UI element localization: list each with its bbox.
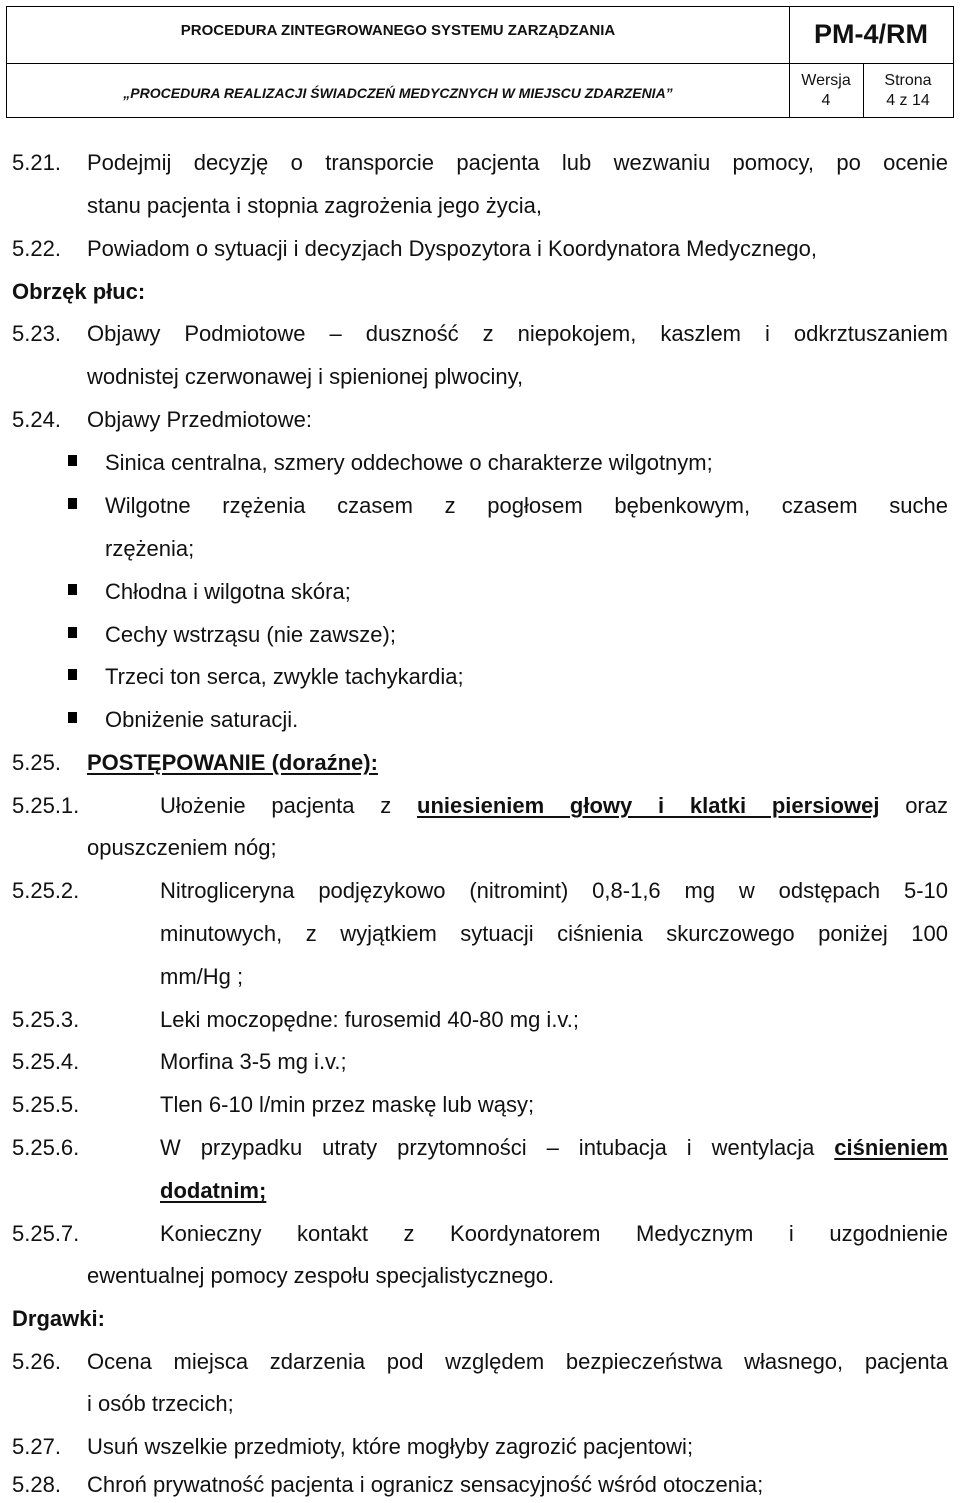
item-text: Nitrogliceryna podjęzykowo (nitromint) 0,8-1,6 mg w odstępach 5-10 xyxy=(160,878,948,903)
item-number: 5.24. xyxy=(12,407,61,432)
section-heading-postepowanie: POSTĘPOWANIE (doraźne): xyxy=(87,750,378,775)
emphasized-text: dodatnim; xyxy=(160,1178,267,1203)
item-text: Morfina 3-5 mg i.v.; xyxy=(160,1049,347,1074)
item-text: Usuń wszelkie przedmioty, które mogłyby zagrozić pacjentowi; xyxy=(87,1434,694,1459)
bullet-text: rzężenia; xyxy=(105,536,195,561)
item-text: Ocena miejsca zdarzenia pod względem bezpieczeństwa własnego, pacjenta xyxy=(87,1349,948,1374)
bullet-text: Trzeci ton serca, zwykle tachykardia; xyxy=(105,664,464,689)
bullet-square-icon xyxy=(68,498,77,509)
bullet-text: Cechy wstrząsu (nie zawsze); xyxy=(105,622,396,647)
item-text: minutowych, z wyjątkiem sytuacji ciśnienia skurczowego poniżej 100 xyxy=(160,921,948,946)
bullet-text: Sinica centralna, szmery oddechowe o charakterze wilgotnym; xyxy=(105,450,713,475)
item-text: i osób trzecich; xyxy=(87,1391,234,1416)
item-text: Podejmij decyzję o transporcie pacjenta lub wezwaniu pomocy, po ocenie xyxy=(87,150,948,175)
item-text: Tlen 6-10 l/min przez maskę lub wąsy; xyxy=(160,1092,535,1117)
item-number: 5.25.4. xyxy=(12,1049,80,1074)
item-text: opuszczeniem nóg; xyxy=(87,835,277,860)
bullet-text: Wilgotne rzężenia czasem z pogłosem bębenkowym, czasem suche xyxy=(105,493,948,518)
section-heading-drgawki: Drgawki: xyxy=(12,1306,105,1331)
item-number: 5.27. xyxy=(12,1434,61,1459)
section-heading-obrzek: Obrzęk płuc: xyxy=(12,279,146,304)
bullet-text: Chłodna i wilgotna skóra; xyxy=(105,579,351,604)
version-label: Wersja xyxy=(801,72,851,89)
page-cell xyxy=(863,71,953,111)
bullet-square-icon xyxy=(68,712,77,723)
version-cell xyxy=(789,71,863,111)
item-number: 5.28. xyxy=(12,1472,61,1497)
version-value: 4 xyxy=(821,92,831,109)
emphasized-text: uniesieniem głowy i klatki piersiowej xyxy=(417,793,880,818)
item-text: Powiadom o sytuacji i decyzjach Dyspozytora i Koordynatora Medycznego, xyxy=(87,236,818,261)
document-header-table xyxy=(6,6,954,118)
page-label: Strona xyxy=(884,72,932,89)
bullet-text: Obniżenie saturacji. xyxy=(105,707,299,732)
bullet-square-icon xyxy=(68,455,77,466)
item-number: 5.21. xyxy=(12,150,61,175)
item-number: 5.25.6. xyxy=(12,1135,80,1160)
item-number: 5.25.2. xyxy=(12,878,80,903)
item-number: 5.25.3. xyxy=(12,1007,80,1032)
bullet-square-icon xyxy=(68,584,77,595)
item-text: stanu pacjenta i stopnia zagrożenia jego życia, xyxy=(87,193,542,218)
item-text: Chroń prywatność pacjenta i ogranicz sensacyjność wśród otoczenia; xyxy=(87,1472,764,1497)
item-text: ewentualnej pomocy zespołu specjalistycznego. xyxy=(87,1263,555,1288)
item-text: Konieczny kontakt z Koordynatorem Medycznym i uzgodnienie xyxy=(160,1221,948,1246)
procedure-subtitle: „PROCEDURA REALIZACJI ŚWIADCZEŃ MEDYCZNYCH W MIEJSCU ZDARZENIA” xyxy=(123,85,673,101)
item-number: 5.25.1. xyxy=(12,793,80,818)
item-text: Ułożenie pacjenta z uniesieniem głowy i klatki piersiowej oraz xyxy=(160,793,948,818)
document-code: PM-4/RM xyxy=(814,19,928,49)
item-number: 5.25.7. xyxy=(12,1221,80,1246)
item-number: 5.25.5. xyxy=(12,1092,80,1117)
item-number: 5.22. xyxy=(12,236,61,261)
item-number: 5.26. xyxy=(12,1349,61,1374)
bullet-square-icon xyxy=(68,627,77,638)
item-text: W przypadku utraty przytomności – intubacja i wentylacja ciśnieniem xyxy=(160,1135,948,1160)
item-text: Leki moczopędne: furosemid 40-80 mg i.v.; xyxy=(160,1007,580,1032)
procedure-title: PROCEDURA ZINTEGROWANEGO SYSTEMU ZARZĄDZANIA xyxy=(180,22,616,39)
item-number: 5.25. xyxy=(12,750,61,775)
item-text: wodnistej czerwonawej i spienionej plwociny, xyxy=(87,364,524,389)
bullet-square-icon xyxy=(68,669,77,680)
item-text: Objawy Podmiotowe – duszność z niepokojem, kaszlem i odkrztuszaniem xyxy=(87,321,948,346)
page-value: 4 z 14 xyxy=(886,92,930,109)
item-text: Objawy Przedmiotowe: xyxy=(87,407,312,432)
item-number: 5.23. xyxy=(12,321,61,346)
item-text: mm/Hg ; xyxy=(160,964,244,989)
emphasized-text: ciśnieniem xyxy=(834,1135,948,1160)
